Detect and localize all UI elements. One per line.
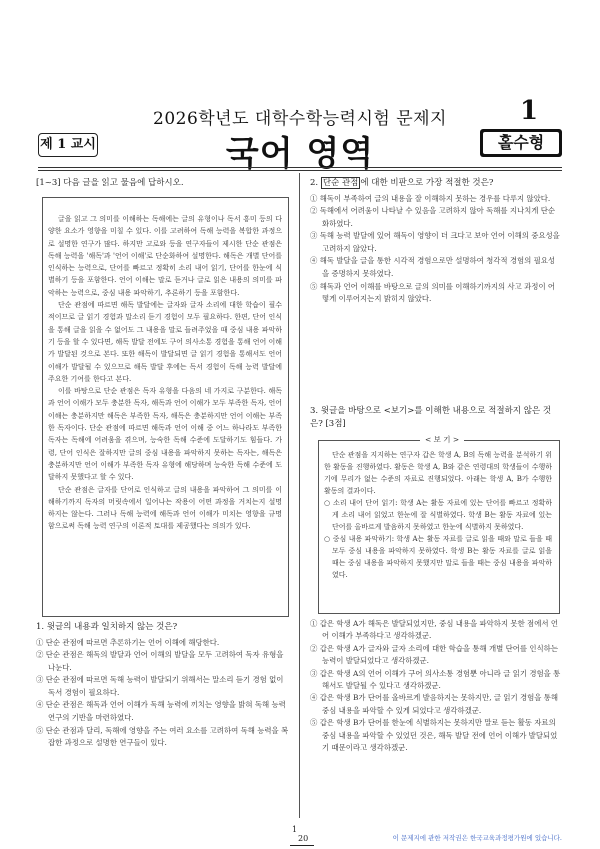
q3-option-2[interactable]: ② 갑은 학생 A가 글자와 글자 소리에 대한 학습을 통해 개별 단어를 인식하는 능력이 발달되었다고 생각하겠군. [310,643,558,666]
passage-paragraph-2: 단순 관점에 따르면 해독 발달에는 글자와 글자 소리에 대한 학습이 필수적이므로 글 읽기 경험과 말소리 듣기 경험이 모두 필요하다. 한편, 단어 인식을 통해 글을 읽을 수 없어도 그 내용을 말로 들려주었을 때 중심 내용 파악하기 등을 할 수 있다면, 해독 발달 전에도 구어 의사소통 경험을 통해 언어 이해가 발달된 것으로 본다. 또한 해독이 발달되면 글 읽기 경험을 통해서도 언어 이해가 발달될 수 있으므로 해독 발달 후에는 독서 경험이 독해 능력 발달에 주요한 기여를 한다고 본다. [48,301,283,383]
question-2-title: 2. 단순 관점 에 대한 비판으로 가장 적절한 것은? [310,178,494,188]
instruction: [1~3] 다음 글을 읽고 물음에 답하시오. [36,178,184,188]
question-1-options [36,637,291,750]
header-rule [38,167,562,168]
subject-title: 국어 영역 [225,134,375,174]
question-3-title: 3. 윗글을 바탕으로 <보기>를 이해한 내용으로 적절하지 않은 것은? [3점] [310,406,552,429]
bogi-item-1: ○ 소리 내어 단어 읽기: 학생 A는 활동 자료에 있는 단어를 빠르고 정확하게 소리 내어 읽었고 한눈에 잘 식별하였다. 학생 B는 활동 자료에 있는 단어를 올바르게 발음하지 못하였고 한눈에 식별하지 못하였다. [324,499,552,531]
question-1 [36,621,291,750]
current-page: 1 [292,825,298,834]
exam-type-label: 홀수형 [483,132,559,154]
highlighted-term: 단순 관점 [322,178,359,188]
passage [48,213,282,533]
q1-option-5[interactable]: ⑤ 단순 관점과 달리, 독해에 영향을 주는 여러 요소를 고려하여 독해 능력을 복잡한 과정으로 설명한 연구들이 있다. [36,725,289,748]
question-2-options [310,193,562,306]
copyright-notice: 이 문제지에 관한 저작권은 한국교육과정평가원에 있습니다. [392,834,562,842]
q1-option-1[interactable]: ① 단순 관점에 따르면 추론하기는 언어 이해에 해당한다. [36,637,220,647]
page-number: 1 [520,96,539,126]
bogi-label: < 보 기 > [420,434,464,445]
q2-option-1[interactable]: ① 해독이 부족하여 글의 내용을 잘 이해하지 못하는 경우를 다루지 않았다. [310,193,551,203]
q2-option-4[interactable]: ④ 해독 발달을 글을 통한 시각적 경험으로만 설명하여 청각적 경험의 필요성을 증명하지 못하였다. [310,256,556,279]
bogi-item-2: ○ 중심 내용 파악하기: 학생 A는 활동 자료를 글로 읽을 때와 말로 들을 때 모두 중심 내용을 파악하지 못하였다. 학생 B는 활동 자료를 글로 읽을 때는 중심 내용을 파악하지 못했지만 말로 들을 때는 중심 내용을 파악하였다. [324,535,552,579]
column-divider [299,173,300,818]
q3-option-4[interactable]: ④ 갑은 학생 B가 단어를 올바르게 발음하지는 못하지만, 글 읽기 경험을 통해 중심 내용을 파악할 수 있게 되었다고 생각하겠군. [310,693,559,715]
q2-option-2[interactable]: ② 독해에서 어려움이 나타날 수 있음을 고려하지 않아 독해를 지나치게 단순화하였다. [310,206,556,228]
q3-option-3[interactable]: ③ 갑은 학생 A의 언어 이해가 구어 의사소통 경험뿐 아니라 글 읽기 경험을 통해서도 발달될 수 있다고 생각하겠군. [310,668,561,691]
q1-option-2[interactable]: ② 단순 관점은 해독의 발달과 언어 이해의 발달을 모두 고려하여 독자 유형을 나눈다. [36,650,284,672]
q2-option-3[interactable]: ③ 독해 능력 발달에 있어 해독이 영향이 더 크다고 보아 언어 이해의 중요성을 고려하지 않았다. [310,231,560,253]
passage-paragraph-3: 이를 바탕으로 단순 관점은 독자 유형을 다음의 네 가지로 구분한다. 해독과 언어 이해가 모두 충분한 독자, 해독과 언어 이해가 모두 부족한 독자, 언어 이해는 충분하지만 해독은 부족한 독자, 해독은 충분하지만 언어 이해는 부족한 독자이다. 단순 관점에 따르면 해독과 언어 이해 중 어느 하나라도 부족한 독자는 독해에 어려움을 겪으며, 능숙한 독해 수준에 도달하기도 힘들다. 가령, 단어 인식은 잘하지만 글의 중심 내용을 파악하지 못하는 독자는, 해독은 충분하지만 언어 이해가 부족한 독자 유형에 해당하며 능숙한 독해 수준에 도달하지 못했다고 할 수 있다. [48,387,283,482]
q1-option-4[interactable]: ④ 단순 관점은 해독과 언어 이해가 독해 능력에 끼치는 영향을 밝혀 독해 능력 연구의 기반을 마련하였다. [36,700,286,723]
q3-option-5[interactable]: ⑤ 갑은 학생 B가 단어를 한눈에 식별하지는 못하지만 말로 듣는 활동 자료의 중심 내용을 파악할 수 있었던 것은, 해독 발달 전에 언어 이해가 발달되었기 때문이라고 생각하겠군. [310,718,558,753]
bogi-content [324,449,552,581]
header-rule-thin [38,170,562,171]
exam-type-badge [480,129,562,157]
exam-title: 2026학년도 대학수학능력시험 문제지 [153,109,447,129]
q2-option-5[interactable]: ⑤ 해독과 언어 이해를 바탕으로 글의 의미를 이해하기까지의 사고 과정이 어떻게 이루어지는지 밝히지 않았다. [310,281,556,304]
passage-paragraph-1: 글을 읽고 그 의미를 이해하는 독해에는 글의 유형이나 독서 흥미 등의 다양한 요소가 영향을 미칠 수 있다. 이를 고려하여 독해 능력을 복합한 과정으로 설명한 연구가 많다. 하지만 고로와 등을 연구자들이 제시한 단순 관점은 독해 능력을 '해독'과 '언어 이해'로 단순화하여 설명한다. 해독은 개별 단어를 인식하는 능력으로, 단어를 빠르고 정확히 소리 내어 읽기, 단어를 한눈에 식별하기 등을 포함한다. 언어 이해는 말로 듣거나 글로 읽은 내용의 의미를 파악하는 능력으로, 중심 내용 파악하기, 추론하기 등을 포함한다. [48,215,282,297]
q1-option-3[interactable]: ③ 단순 관점에 따르면 독해 능력이 발달되기 위해서는 말소리 듣기 경험 없이 독서 경험이 필요하다. [36,675,284,697]
bogi-intro: 단순 관점을 지지하는 연구자 갑은 학생 A, B의 독해 능력을 분석하기 위한 활동을 진행하였다. 활동은 학생 A, B와 같은 연령대의 학생들이 수행하기에 무리가 없는 수준의 자료로 진행되었다. 아래는 학생 A, B가 수행한 활동의 결과이다. [324,451,552,495]
session-label: 제 1 교시 [38,133,98,157]
passage-paragraph-4: 단순 관점은 글자를 단어로 인식하고 글의 내용을 파악하여 그 의미를 이해하기까지 독자의 머릿속에서 일어나는 작용이 어떤 과정을 거치는지 설명하지는 않는다. 그러나 독해 능력에 해독과 언어 이해가 미치는 영향을 규명함으로써 독해 능력 연구의 이론적 토대를 제공했다는 의의가 있다. [48,485,282,531]
question-3-options [310,618,562,754]
q3-option-1[interactable]: ① 갑은 학생 A가 해독은 발달되었지만, 중심 내용을 파악하지 못한 점에서 언어 이해가 부족하다고 생각하겠군. [310,619,558,641]
question-2 [310,177,562,306]
question-1-title: 1. 윗글의 내용과 일치하지 않는 것은? [36,622,178,632]
total-pages: 20 [298,834,309,843]
